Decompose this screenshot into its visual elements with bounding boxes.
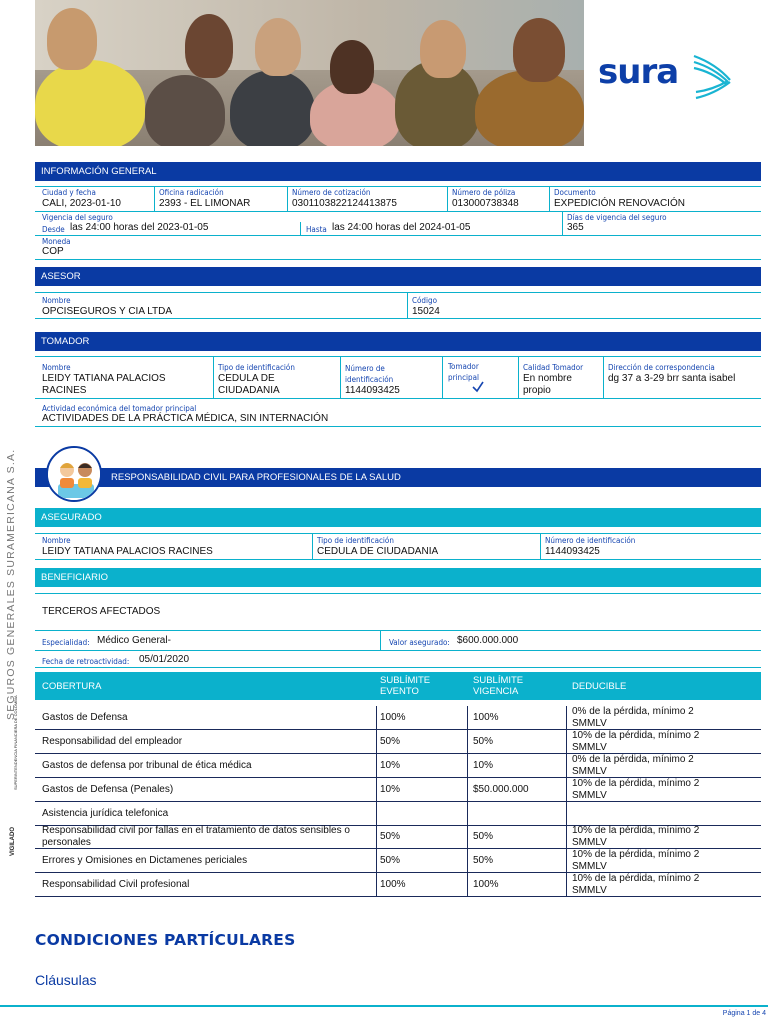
asegurado-tipo-value: CEDULA DE CIUDADANIA: [317, 546, 439, 557]
tomador-numero-label: Número de identificación: [345, 364, 394, 384]
coverage-name: Gastos de Defensa (Penales): [42, 783, 174, 795]
clausulas-heading: Cláusulas: [35, 972, 97, 988]
oficina-value: 2393 - EL LIMONAR: [159, 198, 251, 209]
retroactividad-label: Fecha de retroactividad:: [42, 657, 130, 666]
oficina-label: Oficina radicación: [159, 188, 224, 197]
col-cobertura: COBERTURA: [42, 681, 102, 692]
desde-value: las 24:00 horas del 2023-01-05: [70, 222, 209, 233]
coverage-evento: 50%: [380, 830, 401, 842]
beneficiario-value: TERCEROS AFECTADOS: [42, 606, 161, 617]
tomador-calidad-value: En nombre propio: [523, 373, 572, 396]
coverage-row: [35, 706, 761, 730]
coverage-name: Asistencia jurídica telefonica: [42, 807, 169, 819]
coverage-evento: 50%: [380, 854, 401, 866]
coverage-row: [35, 754, 761, 778]
coverage-evento: 10%: [380, 783, 401, 795]
asesor-codigo-value: 15024: [412, 306, 440, 317]
coverage-evento: 100%: [380, 878, 406, 890]
coverage-deducible: 0% de la pérdida, mínimo 2 SMMLV: [572, 753, 694, 777]
coverage-deducible: 10% de la pérdida, mínimo 2 SMMLV: [572, 848, 700, 872]
coverage-vigencia: $50.000.000: [473, 783, 529, 795]
section-asesor-header: ASESOR: [35, 267, 761, 286]
hasta-label: Hasta: [306, 225, 327, 234]
coverage-deducible: [572, 802, 722, 825]
hero-photo: [35, 0, 584, 146]
coverage-name: Gastos de defensa por tribunal de ética médica: [42, 759, 252, 771]
asesor-nombre-label: Nombre: [42, 296, 71, 305]
coverage-name: Responsabilidad Civil profesional: [42, 878, 190, 890]
section-tomador-header: TOMADOR: [35, 332, 761, 351]
coverage-vigencia: 100%: [473, 711, 499, 723]
coverage-row: [35, 730, 761, 754]
tomador-direccion-label: Dirección de correspondencia: [608, 363, 715, 372]
product-header: RESPONSABILIDAD CIVIL PARA PROFESIONALES DE LA SALUD: [35, 468, 761, 487]
tomador-calidad-label: Calidad Tomador: [523, 363, 584, 372]
professionals-badge-icon: [46, 446, 102, 502]
tomador-nombre-value: LEIDY TATIANA PALACIOS RACINES: [42, 373, 166, 396]
tomador-numero-value: 1144093425: [345, 385, 400, 396]
coverage-deducible: 10% de la pérdida, mínimo 2 SMMLV: [572, 729, 700, 753]
coverage-row: [35, 873, 761, 897]
coverage-evento: [380, 802, 465, 825]
section-asegurado-header: ASEGURADO: [35, 508, 761, 527]
coverage-vigencia: 50%: [473, 854, 494, 866]
tomador-tipo-value: CEDULA DE CIUDADANIA: [218, 373, 280, 396]
logo-text: sura: [598, 52, 679, 92]
coverage-vigencia: 10%: [473, 759, 494, 771]
tomador-nombre-label: Nombre: [42, 363, 71, 372]
valor-asegurado-label: Valor asegurado:: [389, 638, 450, 647]
coverage-vigencia: [473, 802, 563, 825]
section-general-header: INFORMACIÓN GENERAL: [35, 162, 761, 181]
superintendencia-text: SUPERINTENDENCIA FINANCIERA DE COLOMBIA: [13, 695, 18, 790]
moneda-label: Moneda: [42, 237, 71, 246]
coverage-name: Gastos de Defensa: [42, 711, 128, 723]
coverage-deducible: 10% de la pérdida, mínimo 2 SMMLV: [572, 872, 700, 896]
retroactividad-value: 05/01/2020: [139, 654, 190, 665]
coverage-table-header: [35, 672, 761, 700]
vigencia-label: Vigencia del seguro: [42, 213, 113, 222]
poliza-label: Número de póliza: [452, 188, 516, 197]
coverage-name: Errores y Omisiones en Dictamenes periciales: [42, 854, 248, 866]
col-vigencia: SUBLÍMITE VIGENCIA: [473, 675, 524, 697]
checkmark-icon: [471, 380, 485, 394]
asesor-nombre-value: OPCISEGUROS Y CIA LTDA: [42, 306, 173, 317]
condiciones-heading: CONDICIONES PARTÍCULARES: [35, 931, 296, 949]
ciudad-label: Ciudad y fecha: [42, 188, 96, 197]
tomador-principal-label: Tomador principal: [448, 362, 480, 382]
tomador-tipo-label: Tipo de identificación: [218, 363, 295, 372]
especialidad-value: Médico General-: [97, 635, 171, 646]
coverage-deducible: 10% de la pérdida, mínimo 2 SMMLV: [572, 777, 700, 801]
coverage-vigencia: 50%: [473, 830, 494, 842]
coverage-name: Responsabilidad del empleador: [42, 735, 183, 747]
sura-wave-logo-icon: [690, 50, 734, 100]
coverage-evento: 100%: [380, 711, 406, 723]
col-deducible: DEDUCIBLE: [572, 681, 627, 692]
asegurado-numero-label: Número de identificación: [545, 536, 636, 545]
section-beneficiario-header: BENEFICIARIO: [35, 568, 761, 587]
coverage-row: [35, 778, 761, 802]
coverage-evento: 10%: [380, 759, 401, 771]
moneda-value: COP: [42, 246, 64, 257]
dias-label: Días de vigencia del seguro: [567, 213, 667, 222]
sura-logo: [598, 48, 738, 108]
col-evento: SUBLÍMITE EVENTO: [380, 675, 431, 697]
coverage-vigencia: 50%: [473, 735, 494, 747]
footer-divider: [0, 1005, 768, 1007]
coverage-deducible: 10% de la pérdida, mínimo 2 SMMLV: [572, 824, 700, 848]
cotizacion-label: Número de cotización: [292, 188, 371, 197]
company-side-text: SEGUROS GENERALES SURAMERICANA S.A.: [5, 448, 17, 720]
ciudad-value: CALI, 2023-01-10: [42, 198, 121, 209]
poliza-value: 013000738348: [452, 198, 519, 209]
asegurado-nombre-label: Nombre: [42, 536, 71, 545]
desde-label: Desde: [42, 225, 65, 234]
asegurado-numero-value: 1144093425: [545, 546, 600, 557]
coverage-deducible: 0% de la pérdida, mínimo 2 SMMLV: [572, 705, 694, 729]
documento-label: Documento: [554, 188, 596, 197]
coverage-row: [35, 802, 761, 826]
page-number: Página 1 de 4: [722, 1010, 766, 1017]
vigilado-text: VIGILADO: [10, 826, 16, 856]
coverage-name: Responsabilidad civil por fallas en el tratamiento de datos sensibles o personales: [42, 824, 350, 848]
asegurado-tipo-label: Tipo de identificación: [317, 536, 394, 545]
asegurado-nombre-value: LEIDY TATIANA PALACIOS RACINES: [42, 546, 213, 557]
tomador-direccion-value: dg 37 a 3-29 brr santa isabel: [608, 373, 736, 384]
documento-value: EXPEDICIÓN RENOVACIÓN: [554, 198, 685, 209]
cotizacion-value: 0301103822124413875: [292, 198, 397, 209]
coverage-row: [35, 849, 761, 873]
dias-value: 365: [567, 222, 584, 233]
coverage-row: [35, 825, 761, 849]
asesor-codigo-label: Código: [412, 296, 437, 305]
coverage-evento: 50%: [380, 735, 401, 747]
actividad-label: Actividad económica del tomador principal: [42, 404, 197, 413]
especialidad-label: Especialidad:: [42, 638, 90, 647]
valor-asegurado-value: $600.000.000: [457, 635, 519, 646]
actividad-value: ACTIVIDADES DE LA PRÁCTICA MÉDICA, SIN INTERNACIÓN: [42, 413, 329, 424]
coverage-vigencia: 100%: [473, 878, 499, 890]
hasta-value: las 24:00 horas del 2024-01-05: [332, 222, 471, 233]
